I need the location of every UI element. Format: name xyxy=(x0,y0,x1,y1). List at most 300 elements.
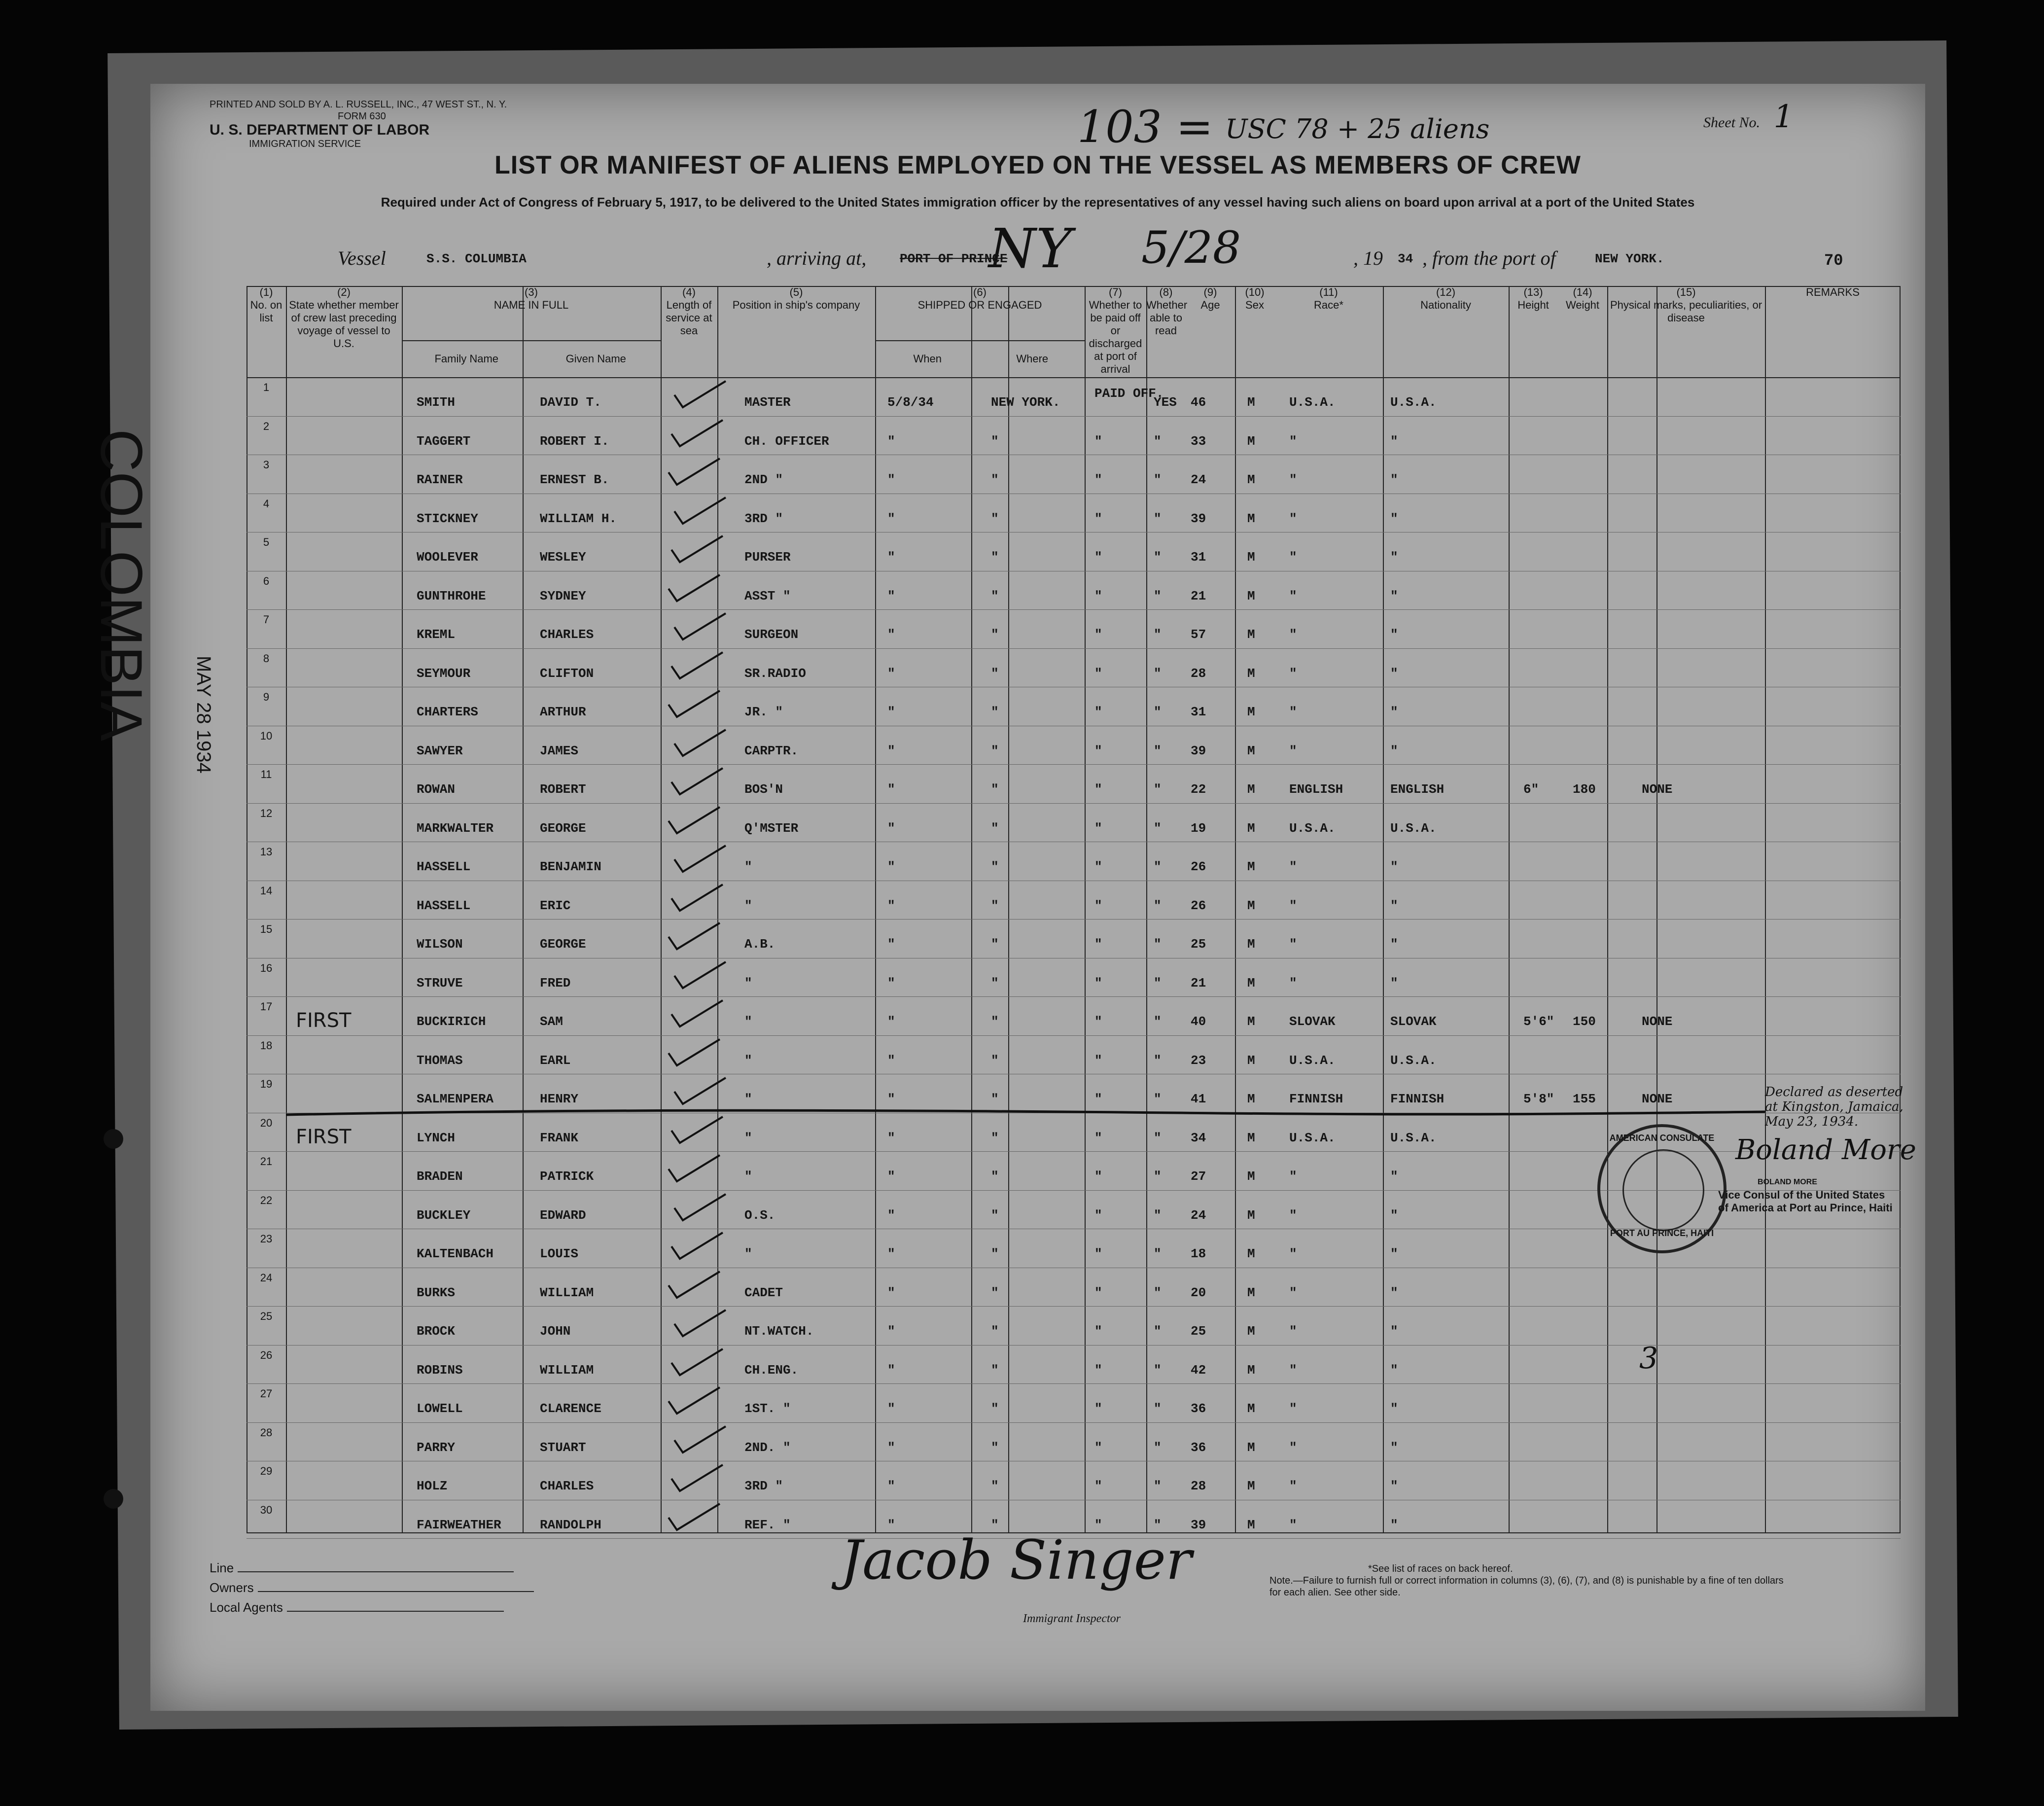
cell-age: 25 xyxy=(1191,937,1206,952)
cell-read: " xyxy=(1154,1092,1162,1106)
cell-age: 21 xyxy=(1191,588,1206,603)
cell-age: 20 xyxy=(1191,1285,1206,1300)
cell-given: CLIFTON xyxy=(540,666,594,681)
checkmark-icon xyxy=(670,845,730,874)
owners-field xyxy=(258,1591,534,1592)
cell-when: " xyxy=(887,859,895,874)
column-number: (13) xyxy=(1523,286,1543,298)
row-number: 2 xyxy=(263,420,270,432)
footer-note xyxy=(1269,1563,1787,1598)
cell-age: 24 xyxy=(1191,472,1206,487)
column-header xyxy=(717,286,875,377)
inspector-signature: Jacob Singer xyxy=(841,1528,1192,1592)
cell-given: CHARLES xyxy=(540,627,594,642)
cell-race: " xyxy=(1289,1479,1297,1493)
cell-age: 42 xyxy=(1191,1362,1206,1378)
cell-family: STICKNEY xyxy=(417,511,478,526)
cell-when: " xyxy=(887,1246,895,1261)
row-divider xyxy=(247,1422,1901,1423)
column-divider xyxy=(661,286,662,1533)
cell-family: KREML xyxy=(417,627,456,642)
cell-nationality: U.S.A. xyxy=(1390,820,1437,836)
sheet-number: 1 xyxy=(1773,99,1794,135)
column-number: (11) xyxy=(1319,286,1338,298)
cell-given: JOHN xyxy=(540,1324,571,1339)
checkmark-icon xyxy=(665,1271,724,1300)
column-number: (2) xyxy=(337,286,351,298)
cell-position: " xyxy=(744,1130,752,1145)
row-divider xyxy=(247,416,1901,417)
cell-position: 2ND " xyxy=(744,472,783,487)
cell-sex: M xyxy=(1247,743,1255,758)
row-number: 9 xyxy=(263,691,270,703)
cell-marks: NONE xyxy=(1642,782,1673,797)
row-number: 23 xyxy=(260,1233,273,1245)
cell-race: " xyxy=(1289,588,1297,603)
cell-where: " xyxy=(991,820,999,836)
column-number: (3) xyxy=(525,286,538,298)
cell-where: " xyxy=(991,666,999,681)
cell-position: PURSER xyxy=(744,550,791,565)
cell-sex: M xyxy=(1247,1440,1255,1455)
cell-race: " xyxy=(1289,1246,1297,1261)
cell-sex: M xyxy=(1247,511,1255,526)
cell-height: 5'8" xyxy=(1523,1092,1554,1106)
cell-where: " xyxy=(991,743,999,758)
cell-read: " xyxy=(1154,859,1162,874)
cell-race: U.S.A. xyxy=(1289,1130,1336,1145)
cell-position: ASST " xyxy=(744,588,791,603)
cell-where: " xyxy=(991,1324,999,1339)
cell-family: MARKWALTER xyxy=(417,820,494,836)
cell-when: " xyxy=(887,1207,895,1223)
column-subheader: Given Name xyxy=(565,353,626,365)
cell-paid: PAID OFF. xyxy=(1094,386,1164,401)
column-header xyxy=(1186,286,1235,377)
cell-age: 24 xyxy=(1191,1207,1206,1223)
cell-sex: M xyxy=(1247,1092,1255,1106)
cell-position: O.S. xyxy=(744,1207,775,1223)
row-number: 20 xyxy=(260,1116,273,1129)
cell-race: " xyxy=(1289,1285,1297,1300)
manifest-sheet xyxy=(88,84,1925,1711)
cell-when: " xyxy=(887,1517,895,1532)
cell-given: SAM xyxy=(540,1014,563,1029)
cell-sex: M xyxy=(1247,1285,1255,1300)
agents-field xyxy=(287,1611,504,1612)
column-divider xyxy=(1607,286,1608,1533)
cell-sex: M xyxy=(1247,433,1255,449)
column-number: (15) xyxy=(1676,286,1696,298)
cell-when: " xyxy=(887,1324,895,1339)
column-number: (12) xyxy=(1436,286,1456,298)
column-divider xyxy=(1085,286,1086,1533)
cell-nationality: U.S.A. xyxy=(1390,1053,1437,1068)
cell-given: FRED xyxy=(540,975,571,991)
checkmark-icon xyxy=(668,651,727,681)
cell-race: " xyxy=(1289,1440,1297,1455)
cell-paid: " xyxy=(1094,705,1102,719)
cell-when: " xyxy=(887,666,895,681)
page-number: 70 xyxy=(1824,251,1843,270)
cell-read: " xyxy=(1154,433,1162,449)
column-label: REMARKS xyxy=(1806,286,1860,298)
cell-age: 33 xyxy=(1191,433,1206,449)
cell-given: FRANK xyxy=(540,1130,579,1145)
cell-paid: " xyxy=(1094,820,1102,836)
cell-age: 31 xyxy=(1191,550,1206,565)
cell-when: " xyxy=(887,1014,895,1029)
cell-family: BROCK xyxy=(417,1324,456,1339)
column-divider xyxy=(1509,286,1510,1533)
cell-position: CARPTR. xyxy=(744,743,799,758)
cell-family: SMITH xyxy=(417,395,456,410)
column-number: (6) xyxy=(973,286,987,298)
cell-position: CH.ENG. xyxy=(744,1362,799,1378)
cell-nationality: " xyxy=(1390,472,1398,487)
row-number: 24 xyxy=(260,1271,273,1284)
vessel-stamp: COLOMBIA xyxy=(88,429,154,742)
cell-where: " xyxy=(991,1207,999,1223)
cell-given: EARL xyxy=(540,1053,571,1068)
arrival-port-handwritten: NY xyxy=(988,217,1072,280)
column-divider xyxy=(971,286,972,1533)
cell-age: 39 xyxy=(1191,511,1206,526)
punch-hole xyxy=(104,1489,123,1509)
column-subheader: Family Name xyxy=(434,353,499,365)
seal-bottom-text: PORT AU PRINCE, HAITI xyxy=(1610,1228,1714,1238)
column-number: (5) xyxy=(789,286,803,298)
row-number: 1 xyxy=(263,381,270,393)
cell-marks: NONE xyxy=(1642,1092,1673,1106)
cell-position: " xyxy=(744,859,752,874)
column-number: (4) xyxy=(682,286,696,298)
cell-family: BUCKLEY xyxy=(417,1207,471,1223)
cell-read: " xyxy=(1154,1479,1162,1493)
cell-paid: " xyxy=(1094,1517,1102,1532)
cell-sex: M xyxy=(1247,1401,1255,1416)
seal-top-text: AMERICAN CONSULATE xyxy=(1609,1133,1715,1143)
cell-race: " xyxy=(1289,433,1297,449)
cell-paid: " xyxy=(1094,975,1102,991)
checkmark-icon xyxy=(668,419,727,449)
cell-where: " xyxy=(991,588,999,603)
cell-age: 46 xyxy=(1191,395,1206,410)
cell-position: 2ND. " xyxy=(744,1440,791,1455)
cell-paid: " xyxy=(1094,511,1102,526)
cell-paid: " xyxy=(1094,1440,1102,1455)
inspector-label: Immigrant Inspector xyxy=(1023,1612,1121,1625)
cell-sex: M xyxy=(1247,1169,1255,1184)
cell-paid: " xyxy=(1094,1285,1102,1300)
handwritten-note: USC 78 + 25 aliens xyxy=(1225,113,1490,144)
cell-read: " xyxy=(1154,782,1162,797)
cell-paid: " xyxy=(1094,1053,1102,1068)
cell-sex: M xyxy=(1247,1130,1255,1145)
row-number: 11 xyxy=(260,768,272,780)
checkmark-icon xyxy=(670,612,730,642)
checkmark-icon xyxy=(665,458,724,487)
from-port: NEW YORK. xyxy=(1595,251,1664,266)
cell-when: " xyxy=(887,1401,895,1416)
column-label: Physical marks, peculiarities, or disease xyxy=(1610,299,1762,324)
cell-height: 6" xyxy=(1523,782,1539,797)
cell-sex: M xyxy=(1247,1014,1255,1029)
column-header xyxy=(1765,286,1901,377)
cell-family: TAGGERT xyxy=(417,433,471,449)
column-number: (14) xyxy=(1573,286,1592,298)
cell-when: " xyxy=(887,1130,895,1145)
cell-given: WILLIAM H. xyxy=(540,511,617,526)
cell-nationality: " xyxy=(1390,1479,1398,1493)
cell-family: RAINER xyxy=(417,472,463,487)
row-number: 8 xyxy=(263,652,270,665)
cell-paid: " xyxy=(1094,588,1102,603)
cell-nationality: " xyxy=(1390,1207,1398,1223)
vessel-name: S.S. COLUMBIA xyxy=(426,251,527,266)
cell-age: 39 xyxy=(1191,1517,1206,1532)
cell-age: 34 xyxy=(1191,1130,1206,1145)
cell-nationality: " xyxy=(1390,433,1398,449)
cell-given: HENRY xyxy=(540,1092,579,1106)
cell-when: " xyxy=(887,1479,895,1493)
checkmark-icon xyxy=(668,767,727,797)
checkmark-icon xyxy=(668,1348,727,1378)
cell-when: " xyxy=(887,1092,895,1106)
cell-where: " xyxy=(991,782,999,797)
cell-position: " xyxy=(744,1092,752,1106)
cell-given: LOUIS xyxy=(540,1246,579,1261)
cell-family: HOLZ xyxy=(417,1479,448,1493)
row-divider xyxy=(247,648,1901,649)
cell-position: JR. " xyxy=(744,705,783,719)
cell-family: ROBINS xyxy=(417,1362,463,1378)
cell-given: ROBERT I. xyxy=(540,433,609,449)
cell-age: 36 xyxy=(1191,1401,1206,1416)
cell-age: 39 xyxy=(1191,743,1206,758)
cell-given: WESLEY xyxy=(540,550,586,565)
footer-fields xyxy=(210,1558,534,1617)
cell-race: " xyxy=(1289,1169,1297,1184)
cell-when: " xyxy=(887,743,895,758)
cell-given: EDWARD xyxy=(540,1207,586,1223)
cell-where: " xyxy=(991,937,999,952)
cell-nationality: " xyxy=(1390,588,1398,603)
cell-where: " xyxy=(991,433,999,449)
cell-when: " xyxy=(887,975,895,991)
row-number: 3 xyxy=(263,459,270,471)
cell-paid: " xyxy=(1094,433,1102,449)
column-label: SHIPPED OR ENGAGED xyxy=(917,299,1042,311)
cell-race: " xyxy=(1289,743,1297,758)
cell-age: 21 xyxy=(1191,975,1206,991)
cell-nationality: " xyxy=(1390,511,1398,526)
cell-paid: " xyxy=(1094,743,1102,758)
cell-marks: NONE xyxy=(1642,1014,1673,1029)
cell-position: " xyxy=(744,898,752,913)
checkmark-icon xyxy=(665,1038,724,1068)
consul-title-1: Vice Consul of the United States xyxy=(1718,1189,1885,1201)
cell-sex: M xyxy=(1247,395,1255,410)
cell-sex: M xyxy=(1247,1207,1255,1223)
column-subheader: Where xyxy=(1016,353,1049,365)
cell-nationality: " xyxy=(1390,1440,1398,1455)
cell-when: " xyxy=(887,782,895,797)
form-number: FORM 630 xyxy=(338,111,386,122)
cell-weight: 150 xyxy=(1573,1014,1596,1029)
cell-read: " xyxy=(1154,1130,1162,1145)
cell-read: " xyxy=(1154,975,1162,991)
cell-nationality: " xyxy=(1390,1285,1398,1300)
column-label: Race* xyxy=(1314,299,1343,311)
column-header xyxy=(1274,286,1383,377)
cell-read: " xyxy=(1154,898,1162,913)
cell-age: 18 xyxy=(1191,1246,1206,1261)
column-label: No. on list xyxy=(250,299,282,324)
row-number: 7 xyxy=(263,613,270,626)
cell-position: SURGEON xyxy=(744,627,799,642)
cell-when: " xyxy=(887,1440,895,1455)
cell-where: " xyxy=(991,1246,999,1261)
cell-given: ARTHUR xyxy=(540,705,586,719)
cell-race: SLOVAK xyxy=(1289,1014,1336,1029)
cell-nationality: " xyxy=(1390,743,1398,758)
cell-sex: M xyxy=(1247,1479,1255,1493)
cell-race: " xyxy=(1289,975,1297,991)
column-header xyxy=(1607,286,1765,377)
cell-paid: " xyxy=(1094,550,1102,565)
cell-age: 26 xyxy=(1191,898,1206,913)
cell-given: ERNEST B. xyxy=(540,472,609,487)
cell-position: 1ST. " xyxy=(744,1401,791,1416)
cell-family: ROWAN xyxy=(417,782,456,797)
checkmark-icon xyxy=(665,1386,724,1416)
column-label: Whether to be paid off or discharged at port of arrival xyxy=(1089,299,1142,375)
column-number: (7) xyxy=(1109,286,1122,298)
cell-family: KALTENBACH xyxy=(417,1246,494,1261)
cell-paid: " xyxy=(1094,1479,1102,1493)
column-number: (8) xyxy=(1159,286,1173,298)
checkmark-icon xyxy=(665,1154,724,1184)
cell-family: GUNTHROHE xyxy=(417,588,486,603)
row-number: 4 xyxy=(263,497,270,510)
cell-when: " xyxy=(887,898,895,913)
vessel-label: Vessel xyxy=(338,247,386,269)
cell-nationality: U.S.A. xyxy=(1390,1130,1437,1145)
cell-family: WOOLEVER xyxy=(417,550,478,565)
cell-nationality: " xyxy=(1390,1169,1398,1184)
checkmark-icon xyxy=(670,496,730,526)
vessel-line xyxy=(338,217,1915,280)
cell-position: CADET xyxy=(744,1285,783,1300)
consul-title-2: of America at Port au Prince, Haiti xyxy=(1718,1202,1893,1214)
row-divider xyxy=(247,609,1901,610)
cell-age: 22 xyxy=(1191,782,1206,797)
sheet-number-field xyxy=(1703,99,1794,135)
cell-where: " xyxy=(991,859,999,874)
cell-read: " xyxy=(1154,1053,1162,1068)
cell-race: " xyxy=(1289,1362,1297,1378)
column-header xyxy=(1509,286,1558,377)
cell-height: 5'6" xyxy=(1523,1014,1554,1029)
column-header xyxy=(1383,286,1509,377)
eagle-seal-icon xyxy=(1622,1149,1704,1231)
checkmark-icon xyxy=(665,806,724,836)
checkmark-icon xyxy=(668,1232,727,1261)
cell-position: CH. OFFICER xyxy=(744,433,829,449)
cell-read: " xyxy=(1154,550,1162,565)
cell-position: MASTER xyxy=(744,395,791,410)
cell-given: JAMES xyxy=(540,743,579,758)
cell-where: NEW YORK. xyxy=(991,395,1060,410)
cell-read: " xyxy=(1154,1246,1162,1261)
cell-read: " xyxy=(1154,1517,1162,1532)
cell-family: WILSON xyxy=(417,937,463,952)
cell-sex: M xyxy=(1247,666,1255,681)
cell-given: STUART xyxy=(540,1440,586,1455)
cell-family: CHARTERS xyxy=(417,705,478,719)
sheet-label: Sheet No. xyxy=(1703,114,1760,131)
column-label: Nationality xyxy=(1420,299,1471,311)
column-number: (1) xyxy=(259,286,273,298)
cell-given: ERIC xyxy=(540,898,571,913)
cell-family: LYNCH xyxy=(417,1130,456,1145)
row-divider xyxy=(247,803,1901,804)
column-number: (10) xyxy=(1245,286,1265,298)
cell-race: " xyxy=(1289,1517,1297,1532)
checkmark-icon xyxy=(670,380,730,410)
cell-sex: M xyxy=(1247,588,1255,603)
column-header xyxy=(1085,286,1146,377)
cell-given: DAVID T. xyxy=(540,395,601,410)
cell-where: " xyxy=(991,1285,999,1300)
cell-state: FIRST xyxy=(296,1125,352,1148)
cell-given: CHARLES xyxy=(540,1479,594,1493)
cell-position: " xyxy=(744,975,752,991)
checkmark-icon xyxy=(668,884,727,913)
cell-paid: " xyxy=(1094,1092,1102,1106)
row-number: 22 xyxy=(260,1194,273,1206)
column-label: Age xyxy=(1200,299,1220,311)
cell-sex: M xyxy=(1247,782,1255,797)
row-number: 6 xyxy=(263,574,270,587)
column-divider xyxy=(402,286,403,1533)
cell-where: " xyxy=(991,1130,999,1145)
cell-when: " xyxy=(887,1285,895,1300)
table-header-border xyxy=(247,377,1901,378)
year: 34 xyxy=(1398,251,1413,266)
row-number: 25 xyxy=(260,1310,273,1322)
cell-position: BOS'N xyxy=(744,782,783,797)
cell-read: " xyxy=(1154,1014,1162,1029)
cell-where: " xyxy=(991,1479,999,1493)
cell-nationality: " xyxy=(1390,1401,1398,1416)
cell-race: U.S.A. xyxy=(1289,395,1336,410)
column-header xyxy=(1146,286,1186,377)
cell-where: " xyxy=(991,472,999,487)
row-divider xyxy=(247,996,1901,997)
column-header xyxy=(661,286,717,377)
cell-where: " xyxy=(991,975,999,991)
cell-nationality: ENGLISH xyxy=(1390,782,1445,797)
row-number: 12 xyxy=(260,807,273,819)
agents-label: Local Agents xyxy=(210,1600,283,1615)
form-header xyxy=(210,99,507,150)
cell-sex: M xyxy=(1247,550,1255,565)
line-field xyxy=(238,1571,514,1572)
cell-nationality: FINNISH xyxy=(1390,1092,1445,1106)
cell-family: THOMAS xyxy=(417,1053,463,1068)
